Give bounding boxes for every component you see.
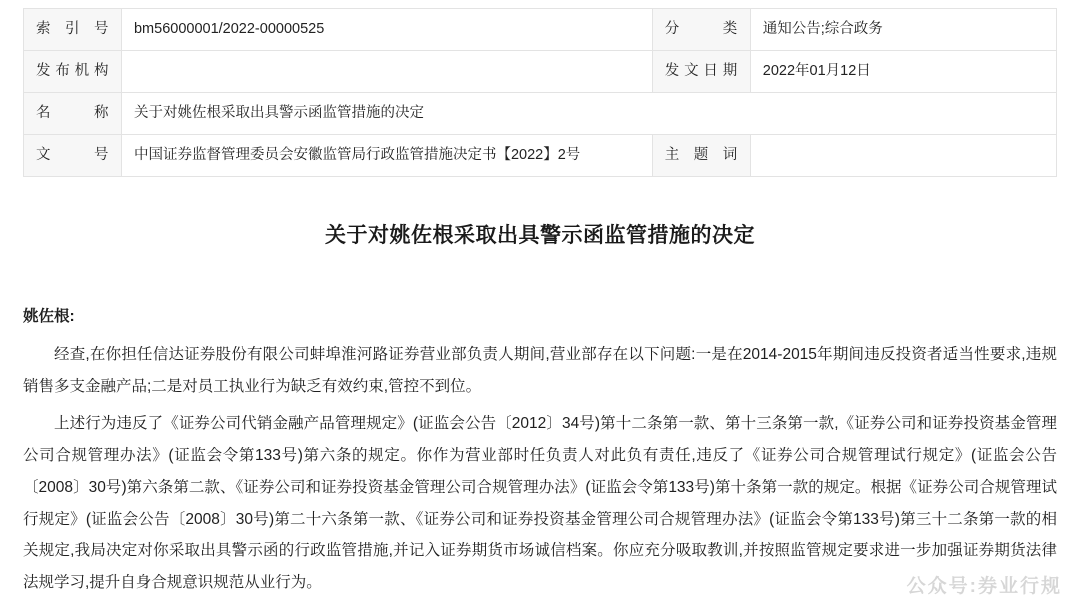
meta-label-document-number: 文 号 (24, 135, 122, 177)
meta-value-index-number: bm56000001/2022-00000525 (121, 9, 652, 51)
document-paragraph-2: 上述行为违反了《证券公司代销金融产品管理规定》(证监会公告〔2012〕34号)第十二条第一款、第十三条第一款,《证券公司和证券投资基金管理公司合规管理办法》(证监会令第133号)第六条的规定。你作为营业部时任负责人对此负有责任,违反了《证券公司合规管理试行规定》(证监会公告〔2008〕30号)第六条第二款、《证券公司和证券投资基金管理公司合规管理办法》(证监会令第133号)第十条第一款的规定。根据《证券公司合规管理试行规定》(证监会公告〔2008〕30号)第二十六条第一款、《证券公司和证券投资基金管理公司合规管理办法》(证监会令第133号)第三十二条第一款的相关规定,我局决定对你采取出具警示函的行政监管措施,并记入证券期货市场诚信档案。你应充分吸取教训,并按照监管规定要求进一步加强证券期货法律法规学习,提升自身合规意识规范从业行为。 (23, 415, 1057, 592)
table-row (24, 51, 1057, 93)
meta-label-category: 分 类 (652, 9, 750, 51)
page-title: 关于对姚佐根采取出具警示函监管措施的决定 (325, 224, 755, 247)
meta-label-publish-date: 发文日期 (652, 51, 750, 93)
meta-value-document-number: 中国证券监督管理委员会安徽监管局行政监管措施决定书【2022】2号 (121, 135, 652, 177)
document-paragraph-1: 经查,在你担任信达证券股份有限公司蚌埠淮河路证券营业部负责人期间,营业部存在以下问题:一是在2014-2015年期间违反投资者适当性要求,违规销售多支金融产品;二是对员工执业行为缺乏有效约束,管控不到位。 (23, 345, 1057, 395)
document-page (0, 8, 1080, 604)
meta-label-publisher: 发布机构 (24, 51, 122, 93)
meta-value-category: 通知公告;综合政务 (750, 9, 1056, 51)
watermark-text: 公众号:券业行规 (906, 576, 1062, 597)
table-row (24, 9, 1057, 51)
document-meta-table (23, 8, 1057, 177)
meta-label-subject-words: 主 题 词 (652, 135, 750, 177)
meta-value-publish-date: 2022年01月12日 (750, 51, 1056, 93)
meta-value-publisher (121, 51, 652, 93)
meta-value-name: 关于对姚佐根采取出具警示函监管措施的决定 (121, 93, 1056, 135)
document-salutation: 姚佐根: (23, 308, 75, 325)
meta-label-index-number: 索 引 号 (24, 9, 122, 51)
meta-label-name: 名 称 (24, 93, 122, 135)
table-row (24, 135, 1057, 177)
document-body (23, 249, 1057, 599)
table-row (24, 93, 1057, 135)
meta-value-subject-words (750, 135, 1056, 177)
